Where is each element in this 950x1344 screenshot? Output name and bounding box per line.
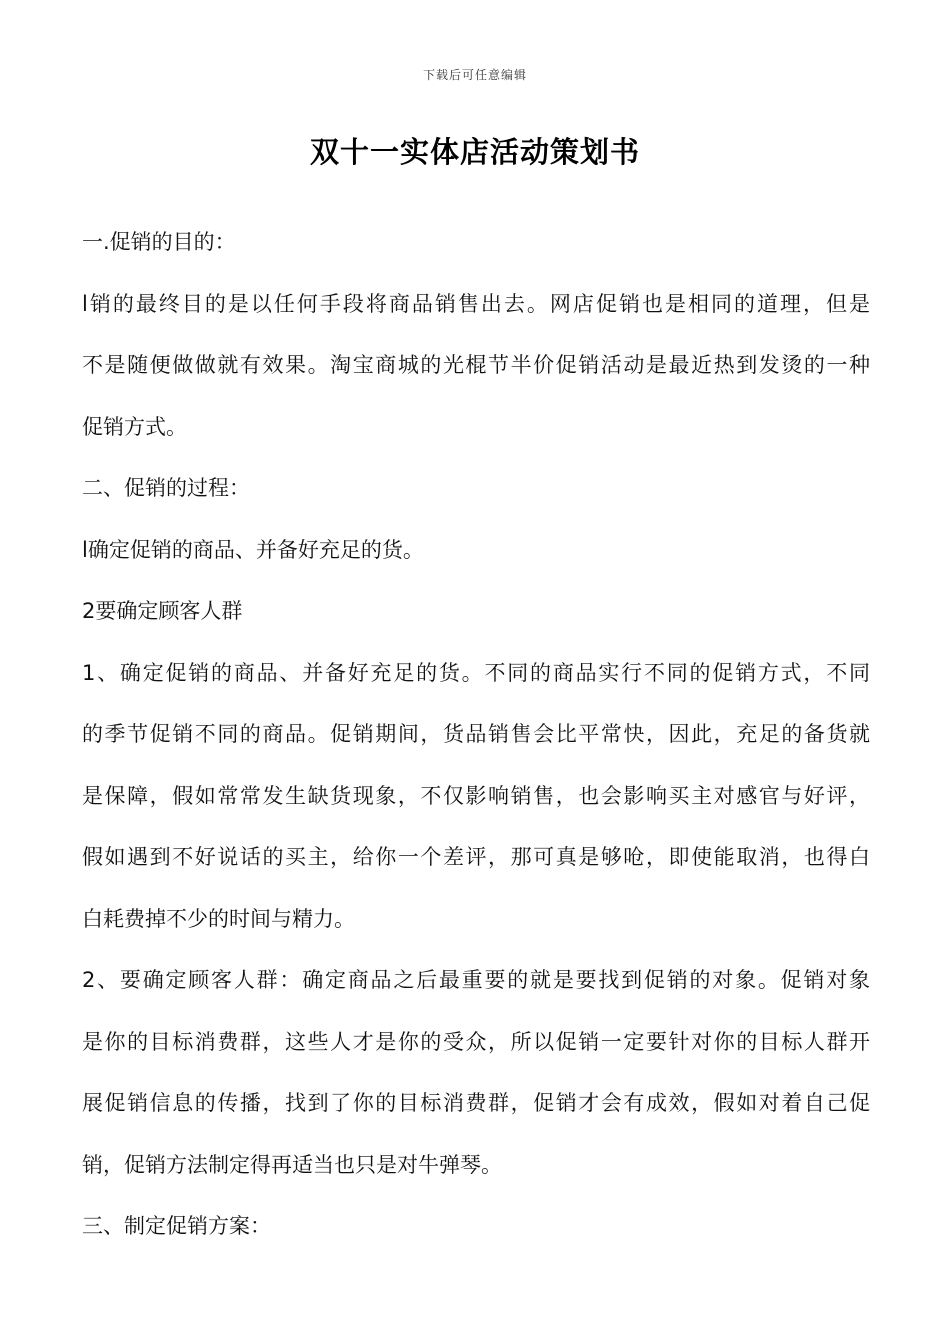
paragraph-line: 促销方式。 [82,414,187,439]
paragraph-line: 的季节促销不同的商品。促销期间，货品销售会比平常快，因此，充足的备货就 [82,722,870,746]
paragraph-line: 2、要确定顾客人群：确定商品之后最重要的就是要找到促销的对象。促销对象 [82,968,870,992]
paragraph-line: 1、确定促销的商品、并备好充足的货。不同的商品实行不同的促销方式，不同 [82,660,870,685]
paragraph-line: 是保障，假如常常发生缺货现象，不仅影响销售，也会影响买主对感官与好评， [82,783,870,808]
paragraph-line: 白耗费掉不少的时间与精力。 [82,906,355,931]
section-heading-purpose: 一.促销的目的： [82,230,236,254]
paragraph-line: 假如遇到不好说话的买主，给你一个差评，那可真是够呛，即使能取消，也得白 [82,845,870,869]
section-heading-plan: 三、制定促销方案： [82,1214,271,1238]
document-body [82,212,870,1258]
paragraph-line: 销，促销方法制定得再适当也只是对牛弹琴。 [82,1152,502,1177]
header-note: 下载后可任意编辑 [422,68,527,82]
paragraph-line: 展促销信息的传播，找到了你的目标消费群，促销才会有成效，假如对着自己促 [82,1091,870,1115]
section-heading-process: 二、促销的过程： [82,476,250,500]
paragraph-line: 不是随便做做就有效果。淘宝商城的光棍节半价促销活动是最近热到发烫的一种 [82,353,870,377]
list-item: 2要确定顾客人群 [82,599,243,623]
list-item: l确定促销的商品、并备好充足的货。 [82,537,424,562]
document-title: 双十一实体店活动策划书 [309,135,640,169]
paragraph-line: l销的最终目的是以任何手段将商品销售出去。网店促销也是相同的道理，但是 [82,291,870,316]
paragraph-line: 是你的目标消费群，这些人才是你的受众，所以促销一定要针对你的目标人群开 [82,1029,870,1054]
